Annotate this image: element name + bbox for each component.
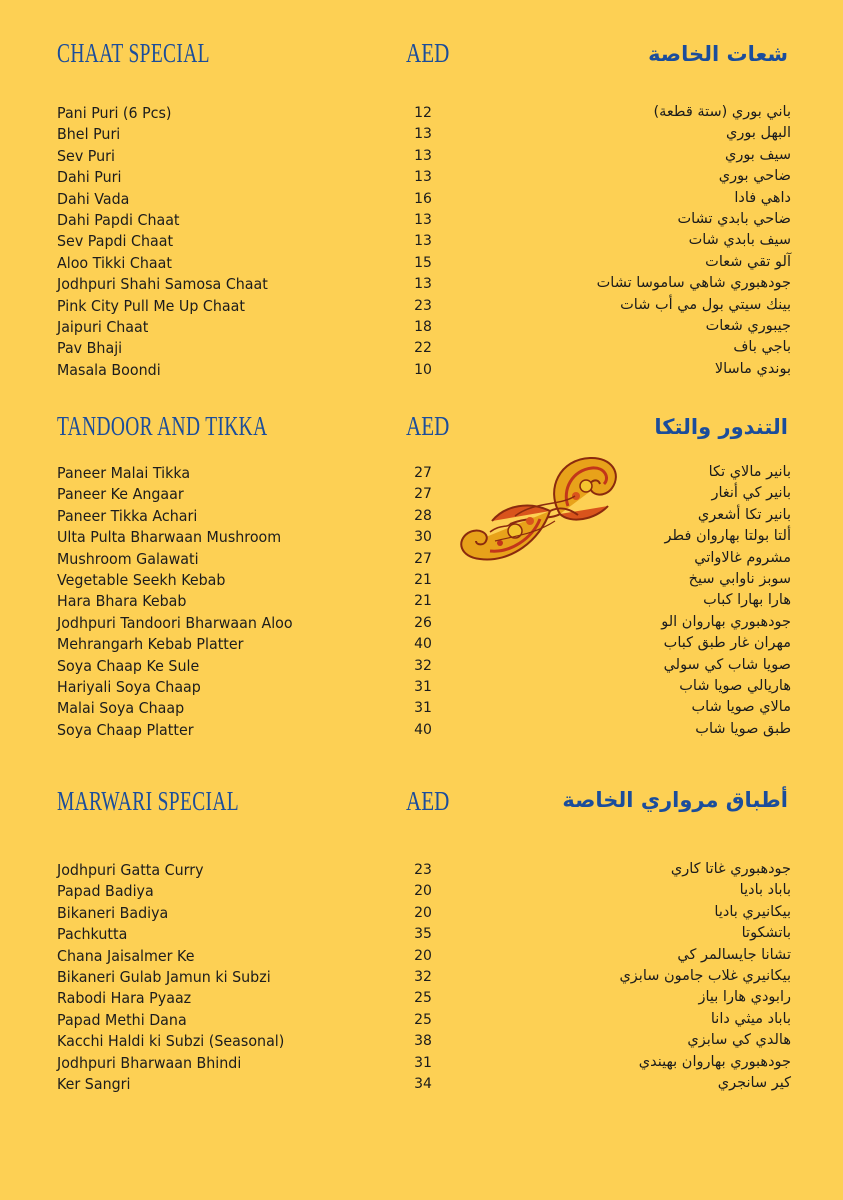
menu-item: [0, 882, 843, 903]
item-name: Ulta Pulta Bharwaan Mushroom: [57, 528, 282, 547]
item-name-arabic: طبق صويا شاب: [695, 720, 791, 737]
menu-item: [0, 614, 843, 635]
item-name-arabic: باني بوري (ستة قطعة): [653, 104, 791, 120]
menu-list: [0, 464, 843, 742]
item-price: 22: [414, 340, 432, 357]
item-name: Bhel Puri: [57, 125, 121, 144]
item-name: Mehrangarh Kebab Platter: [57, 635, 244, 654]
item-name: Vegetable Seekh Kebab: [57, 570, 226, 589]
item-price: 20: [414, 883, 432, 900]
menu-item: [0, 464, 843, 485]
menu-item: [0, 1075, 843, 1096]
item-price: 27: [414, 550, 432, 567]
item-name: Jodhpuri Bharwaan Bhindi: [57, 1053, 242, 1072]
item-name: Aloo Tikki Chaat: [57, 253, 172, 272]
item-price: 40: [414, 721, 432, 738]
item-name: Paneer Malai Tikka: [57, 464, 191, 482]
item-name: Papad Badiya: [57, 882, 154, 901]
menu-item: [0, 989, 843, 1010]
menu-item: [0, 168, 843, 189]
menu-item: [0, 1032, 843, 1053]
item-name-arabic: بيكانيري غلاب جامون سابزي: [619, 967, 791, 984]
item-price: 23: [414, 862, 432, 878]
menu-item: [0, 211, 843, 232]
item-name: Paneer Ke Angaar: [57, 485, 184, 504]
item-price: 25: [414, 1011, 432, 1028]
item-price: 31: [414, 1054, 432, 1071]
item-name-arabic: بوندي ماسالا: [714, 360, 791, 377]
item-name: Jodhpuri Tandoori Bharwaan Aloo: [57, 613, 293, 632]
item-name-arabic: مشروم غالاواتي: [694, 549, 791, 566]
menu-item: [0, 721, 843, 742]
menu-item: [0, 1011, 843, 1032]
item-name: Mushroom Galawati: [57, 549, 199, 568]
section-title-arabic: شعات الخاصة: [648, 42, 788, 66]
item-name-arabic: تشانا جايسالمر كي: [677, 946, 791, 963]
menu-list: [0, 861, 843, 1096]
menu-item: [0, 104, 843, 125]
item-name: Pachkutta: [57, 925, 128, 944]
item-name: Ker Sangri: [57, 1074, 131, 1093]
item-price: 32: [414, 968, 432, 985]
item-price: 10: [414, 361, 432, 378]
item-price: 26: [414, 614, 432, 631]
item-name-arabic: باتشكوتا: [741, 925, 791, 942]
item-price: 13: [414, 147, 432, 164]
item-name-arabic: سوبز ناوابي سيخ: [688, 570, 791, 587]
menu-item: [0, 125, 843, 146]
item-price: 13: [414, 126, 432, 143]
item-price: 25: [414, 990, 432, 1007]
item-name-arabic: باجي باف: [733, 339, 791, 356]
section-title-arabic: أطباق مرواري الخاصة: [562, 788, 788, 812]
item-price: 27: [414, 486, 432, 503]
item-name-arabic: هالدي كي سابزي: [687, 1032, 791, 1049]
item-price: 40: [414, 636, 432, 653]
item-price: 28: [414, 507, 432, 524]
item-name-arabic: بيكانيري باديا: [714, 903, 791, 920]
item-name: Jodhpuri Gatta Curry: [57, 861, 204, 879]
menu-item: [0, 947, 843, 968]
item-name: Soya Chaap Platter: [57, 720, 194, 739]
item-price: 27: [414, 465, 432, 481]
item-price: 35: [414, 926, 432, 943]
item-name: Malai Soya Chaap: [57, 699, 185, 718]
menu-item: [0, 147, 843, 168]
item-name-arabic: مهران غار طبق كباب: [663, 635, 791, 652]
item-name-arabic: رابودي هارا بياز: [698, 989, 791, 1006]
item-price: 16: [414, 190, 432, 207]
item-name: Sev Papdi Chaat: [57, 232, 174, 251]
menu-item: [0, 318, 843, 339]
item-price: 13: [414, 211, 432, 228]
item-price: 20: [414, 947, 432, 964]
menu-item: [0, 339, 843, 360]
menu-item: [0, 275, 843, 296]
item-name-arabic: سيف بوري: [724, 146, 791, 163]
item-price: 12: [414, 105, 432, 121]
menu-item: [0, 485, 843, 506]
item-price: 34: [414, 1075, 432, 1092]
section-title: TANDOOR AND TIKKA: [57, 411, 268, 441]
item-name-arabic: جيبوري شعات: [705, 317, 791, 334]
item-price: 18: [414, 318, 432, 335]
item-name: Kacchi Haldi ki Subzi (Seasonal): [57, 1032, 285, 1051]
menu-item: [0, 254, 843, 275]
section-title: MARWARI SPECIAL: [57, 786, 240, 816]
section-title-arabic: التندور والتكا: [654, 415, 788, 439]
item-name-arabic: باباد باديا: [739, 882, 791, 899]
currency-header: AED: [406, 786, 450, 816]
item-name: Rabodi Hara Pyaaz: [57, 989, 192, 1008]
item-name: Soya Chaap Ke Sule: [57, 656, 200, 675]
item-name-arabic: داهي فادا: [734, 189, 791, 206]
item-name: Sev Puri: [57, 146, 115, 165]
item-name: Pani Puri (6 Pcs): [57, 104, 172, 122]
item-name: Pav Bhaji: [57, 339, 123, 358]
item-name-arabic: باباد ميثي دانا: [710, 1010, 791, 1027]
menu-item: [0, 361, 843, 382]
paisley-ornament-icon: [455, 446, 625, 581]
menu-item: [0, 635, 843, 656]
item-name: Dahi Papdi Chaat: [57, 210, 180, 229]
item-name-arabic: ألتا بولتا بهاروان فطر: [664, 528, 791, 545]
item-name-arabic: آلو تقي شعات: [705, 253, 791, 270]
item-name: Hara Bhara Kebab: [57, 592, 187, 611]
item-name: Dahi Vada: [57, 189, 130, 208]
item-price: 21: [414, 593, 432, 610]
item-price: 13: [414, 276, 432, 293]
item-price: 20: [414, 904, 432, 921]
menu-item: [0, 968, 843, 989]
menu-item: [0, 678, 843, 699]
item-name: Jodhpuri Shahi Samosa Chaat: [57, 275, 268, 294]
menu-item: [0, 550, 843, 571]
item-name: Jaipuri Chaat: [57, 317, 149, 336]
item-name-arabic: هاريالي صويا شاب: [679, 677, 791, 694]
menu-item: [0, 507, 843, 528]
item-price: 38: [414, 1033, 432, 1050]
item-name-arabic: جودهبوري بهاروان بهيندي: [638, 1053, 791, 1070]
menu-item: [0, 592, 843, 613]
item-price: 23: [414, 297, 432, 314]
menu-item: [0, 925, 843, 946]
item-name: Paneer Tikka Achari: [57, 506, 198, 525]
menu-item: [0, 657, 843, 678]
item-name-arabic: مالاي صويا شاب: [691, 699, 791, 716]
item-name-arabic: بانير كي أنغار: [711, 485, 791, 502]
item-name-arabic: بينك سيتي بول مي أب شات: [620, 296, 791, 313]
item-price: 30: [414, 529, 432, 546]
item-name-arabic: سيف بابدي شات: [688, 232, 791, 249]
item-price: 13: [414, 169, 432, 186]
item-price: 21: [414, 571, 432, 588]
item-name: Masala Boondi: [57, 360, 161, 379]
menu-item: [0, 571, 843, 592]
item-price: 31: [414, 678, 432, 695]
item-name-arabic: البهل بوري: [726, 125, 791, 142]
item-name-arabic: ضاحي بوري: [718, 168, 791, 185]
menu-list: [0, 104, 843, 382]
item-name-arabic: كير سانجري: [717, 1074, 791, 1091]
item-name: Dahi Puri: [57, 168, 122, 187]
item-price: 13: [414, 233, 432, 250]
item-name-arabic: جودهبوري بهاروان الو: [661, 613, 791, 630]
item-name-arabic: بانير تكا أشعري: [697, 506, 791, 523]
item-name-arabic: صويا شاب كي سولي: [663, 656, 791, 673]
item-name: Chana Jaisalmer Ke: [57, 946, 195, 965]
menu-item: [0, 190, 843, 211]
item-name-arabic: هارا بهارا كباب: [703, 592, 791, 609]
currency-header: AED: [406, 411, 450, 441]
menu-item: [0, 904, 843, 925]
menu-item: [0, 1054, 843, 1075]
item-price: 31: [414, 700, 432, 717]
section-title: CHAAT SPECIAL: [57, 38, 210, 68]
currency-header: AED: [406, 38, 450, 68]
item-name-arabic: بانير مالاي تكا: [708, 464, 791, 480]
item-price: 15: [414, 254, 432, 271]
item-name-arabic: جودهبوري شاهي ساموسا تشات: [596, 275, 791, 292]
menu-item: [0, 699, 843, 720]
item-name: Papad Methi Dana: [57, 1010, 187, 1029]
menu-item: [0, 528, 843, 549]
item-name: Bikaneri Gulab Jamun ki Subzi: [57, 967, 271, 986]
menu-item: [0, 297, 843, 318]
item-name: Hariyali Soya Chaap: [57, 677, 201, 696]
menu-item: [0, 232, 843, 253]
item-name: Pink City Pull Me Up Chaat: [57, 296, 245, 315]
item-name-arabic: ضاحي بابدي تشات: [677, 210, 791, 227]
item-price: 32: [414, 657, 432, 674]
item-name-arabic: جودهبوري غاتا كاري: [670, 861, 791, 877]
menu-item: [0, 861, 843, 882]
item-name: Bikaneri Badiya: [57, 903, 169, 922]
